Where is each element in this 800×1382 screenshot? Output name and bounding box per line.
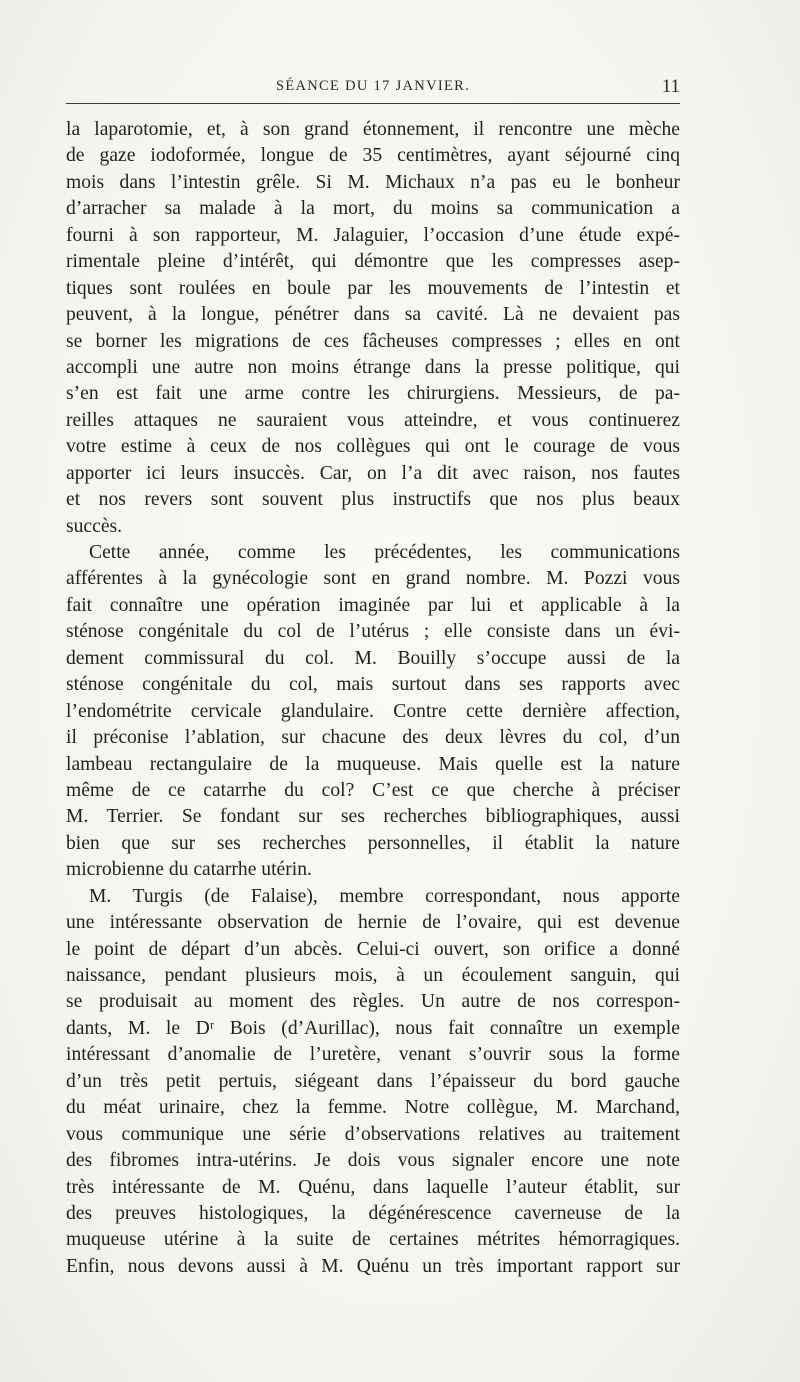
text-line: lambeau rectangulaire de la muqueuse. Mais quelle est la nature	[66, 753, 680, 775]
text-line: d’un très petit pertuis, siégeant dans l’épaisseur du bord gauche	[66, 1070, 680, 1092]
text-line: dement commissural du col. M. Bouilly s’occupe aussi de la	[66, 647, 680, 669]
text-line: rimentale pleine d’intérêt, qui démontre que les compresses asep-	[66, 251, 680, 273]
text-line: bien que sur ses recherches personnelles, il établit la nature	[66, 832, 680, 854]
text-line: très intéressante de M. Quénu, dans laquelle l’auteur établit, sur	[66, 1176, 680, 1198]
text-line: du méat urinaire, chez la femme. Notre collègue, M. Marchand,	[66, 1097, 680, 1119]
text-line: des fibromes intra-utérins. Je dois vous signaler encore une note	[66, 1150, 680, 1172]
text-line: même de ce catarrhe du col? C’est ce que cherche à préciser	[66, 779, 680, 801]
text-line: dants, M. le Dʳ Bois (d’Aurillac), nous fait connaître un exemple	[66, 1017, 680, 1039]
text-line: et nos revers sont souvent plus instructifs que nos plus beaux	[66, 489, 680, 511]
body-text	[66, 117, 680, 1280]
text-line: afférentes à la gynécologie sont en grand nombre. M. Pozzi vous	[66, 568, 680, 590]
text-line: Cette année, comme les précédentes, les communications	[89, 542, 680, 563]
text-line: mois dans l’intestin grêle. Si M. Michaux n’a pas eu le bonheur	[66, 171, 680, 193]
text-line: intéressant d’anomalie de l’uretère, venant s’ouvrir sous la forme	[66, 1044, 680, 1066]
text-line: se borner les migrations de ces fâcheuses compresses ; elles en ont	[66, 330, 680, 352]
text-line: microbienne du catarrhe utérin.	[66, 859, 312, 881]
text-line: une intéressante observation de hernie de l’ovaire, qui est devenue	[66, 912, 680, 934]
text-line: M. Terrier. Se fondant sur ses recherches bibliographiques, aussi	[66, 806, 680, 828]
text-line: des preuves histologiques, la dégénérescence caverneuse de la	[66, 1202, 680, 1224]
text-line: Enfin, nous devons aussi à M. Quénu un très important rapport sur	[66, 1255, 680, 1277]
page-header	[66, 76, 680, 100]
text-line: s’en est fait une arme contre les chirurgiens. Messieurs, de pa-	[66, 383, 680, 405]
text-line: le point de départ d’un abcès. Celui-ci ouvert, son orifice a donné	[66, 938, 680, 960]
text-line: se produisait au moment des règles. Un autre de nos correspon-	[66, 991, 680, 1013]
text-line: sténose congénitale du col de l’utérus ; elle consiste dans un évi-	[66, 621, 680, 643]
text-line: M. Turgis (de Falaise), membre correspondant, nous apporte	[89, 885, 680, 907]
running-title: SÉANCE DU 17 JANVIER.	[275, 78, 471, 94]
text-line: de gaze iodoformée, longue de 35 centimètres, ayant séjourné cinq	[66, 145, 680, 167]
text-line: vous communique une série d’observations relatives au traitement	[66, 1123, 680, 1145]
text-line: muqueuse utérine à la suite de certaines métrites hémorragiques.	[66, 1229, 680, 1251]
text-line: l’endométrite cervicale glandulaire. Contre cette dernière affection,	[66, 700, 680, 722]
text-line: sténose congénitale du col, mais surtout dans ses rapports avec	[66, 674, 680, 696]
page-number: 11	[661, 76, 680, 97]
text-line: d’arracher sa malade à la mort, du moins sa communication a	[66, 198, 680, 220]
text-line: naissance, pendant plusieurs mois, à un écoulement sanguin, qui	[66, 965, 680, 986]
text-line: la laparotomie, et, à son grand étonnement, il rencontre une mèche	[66, 119, 680, 140]
text-line: reilles attaques ne sauraient vous atteindre, et vous continuerez	[66, 409, 680, 431]
text-line: il préconise l’ablation, sur chacune des deux lèvres du col, d’un	[66, 727, 680, 749]
text-line: succès.	[66, 515, 123, 537]
text-line: accompli une autre non moins étrange dans la presse politique, qui	[66, 356, 680, 378]
text-line: tiques sont roulées en boule par les mouvements de l’intestin et	[66, 277, 680, 299]
text-line: fourni à son rapporteur, M. Jalaguier, l’occasion d’une étude expé-	[66, 224, 680, 246]
text-line: fait connaître une opération imaginée par lui et applicable à la	[66, 594, 680, 616]
text-line: peuvent, à la longue, pénétrer dans sa cavité. Là ne devaient pas	[66, 304, 680, 326]
text-line: apporter ici leurs insuccès. Car, on l’a dit avec raison, nos fautes	[66, 462, 680, 484]
text-line: votre estime à ceux de nos collègues qui ont le courage de vous	[66, 436, 680, 458]
header-rule	[66, 103, 680, 104]
